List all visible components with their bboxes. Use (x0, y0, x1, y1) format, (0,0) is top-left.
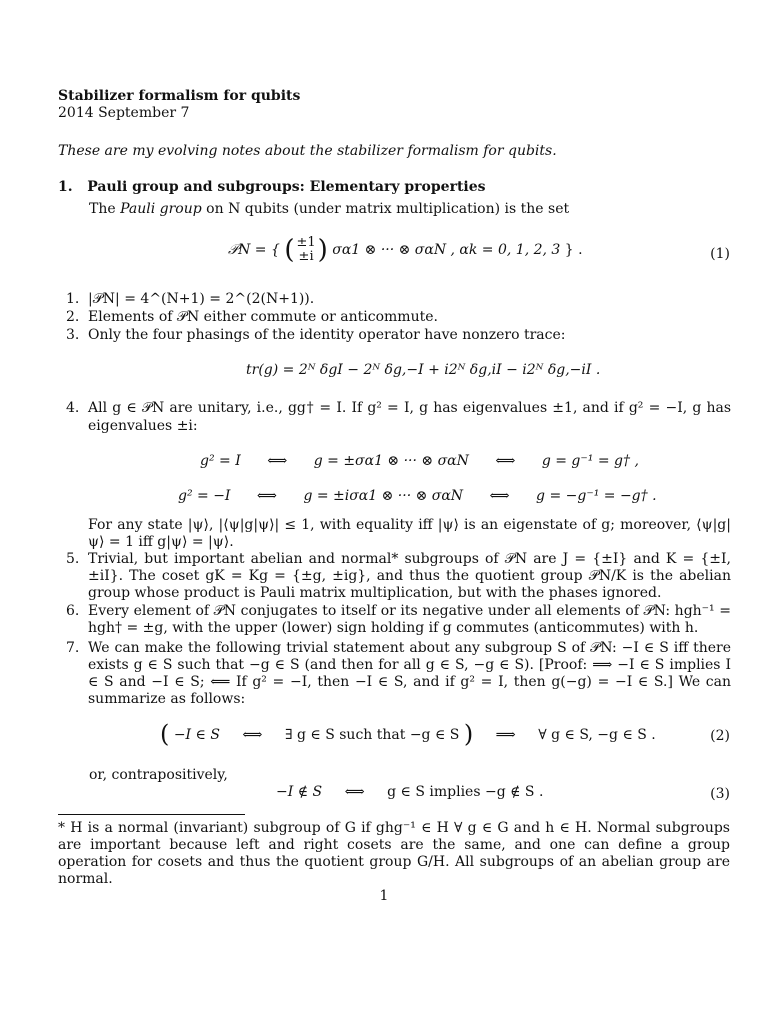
eq1-phase-stack (297, 236, 316, 264)
eq2-close-paren: ) (463, 720, 474, 748)
item-number: 5. (66, 551, 80, 567)
eq3-b: g ∈ S implies −g ∉ S . (387, 784, 544, 800)
list-item-4 (66, 399, 731, 435)
list-item-5 (66, 551, 731, 602)
iff-symbol: ⟺ (242, 727, 263, 743)
document-date: 2014 September 7 (58, 105, 190, 121)
iff-symbol: ⟺ (344, 784, 365, 800)
item-number: 7. (66, 640, 80, 656)
equation-number-1: (1) (710, 246, 730, 262)
item-text: Every element of 𝒫N conjugates to itself or its negative under all elements of 𝒫N: hgh⁻¹ = hgh† = ±g, with the upper (lower) sign holding if g commutes (anticommutes) with h. (88, 603, 731, 636)
item-text: We can make the following trivial statement about any subgroup S of 𝒫N: −I ∈ S iff there exists g ∈ S such that −g ∈ S (and then for all g ∈ S, −g ∈ S). [Proof: ⟹ −I ∈ S implies I ∈ S and −I ∈ S; ⟸ If g² = −I, then −I ∈ S, and if g² = I, then g(−g) = −I ∈ S.] We can summarize as follows: (88, 640, 731, 707)
eq-a: g² = −I (178, 488, 231, 504)
contrapositive-text: or, contrapositively, (89, 767, 228, 783)
item-number: 2. (66, 309, 80, 325)
eq-b: g = ±iσα1 ⊗ ··· ⊗ σαN (303, 488, 464, 504)
section-heading (58, 179, 486, 195)
iff-symbol: ⟺ (256, 488, 277, 504)
eq1-close: } . (564, 242, 583, 258)
iff-symbol: ⟺ (267, 453, 288, 469)
equation-2 (160, 720, 656, 748)
list-item-2 (66, 309, 731, 325)
item-text: All g ∈ 𝒫N are unitary, i.e., gg† = I. If g² = I, g has eigenvalues ±1, and if g² = −I, g has eigenvalues ±i: (88, 400, 731, 434)
section-title: Pauli group and subgroups: Elementary properties (87, 179, 486, 195)
item-text: Only the four phasings of the identity operator have nonzero trace: (88, 327, 566, 343)
section-number: 1. (58, 179, 73, 195)
lead-emphasis: Pauli group (120, 201, 202, 217)
eq1-stack-bot: ±i (298, 249, 314, 264)
equation-g2-positive (200, 453, 639, 469)
eq1-stack-top: ±1 (296, 235, 316, 250)
lead-post: on N qubits (under matrix multiplication) is the set (201, 201, 570, 217)
item-text: Trivial, but important abelian and normal* subgroups of 𝒫N are J = {±I} and K = {±I, ±iI}. The coset gK = Kg = {±g, ±ig}, and thus the quotient group 𝒫N/K is the abelian group whose product is Pauli matrix multiplication, but with the phases ignored. (88, 551, 731, 601)
eq2-a: −I ∈ S (173, 727, 220, 743)
eq1-lhs: 𝒫N = { (228, 242, 280, 258)
iff-symbol: ⟺ (495, 453, 516, 469)
eq3-a: −I ∉ S (276, 784, 323, 800)
page-number: 1 (379, 888, 389, 904)
item-number: 4. (66, 400, 80, 416)
equation-g2-negative (178, 488, 657, 504)
eq2-open-paren: ( (160, 720, 170, 748)
footnote-rule (58, 814, 245, 815)
footnote: * H is a normal (invariant) subgroup of G if ghg⁻¹ ∈ H ∀ g ∈ G and h ∈ H. Normal subgroups are important because left and right cosets are the same, and one can define a group operation for cosets and thus the quotient group G/H. All subgroups of an abelian group are normal. (58, 820, 730, 887)
list-item-4-continued (66, 517, 731, 551)
equation-number-3: (3) (710, 786, 730, 802)
eq2-b: ∃ g ∈ S such that −g ∈ S (284, 727, 460, 743)
list-item-7 (66, 640, 731, 708)
item-number: 1. (66, 291, 80, 307)
trace-equation: tr(g) = 2ᴺ δgI − 2ᴺ δg,−I + i2ᴺ δg,iI − i2ᴺ δg,−iI . (246, 362, 601, 378)
item-text: For any state |ψ⟩, |⟨ψ|g|ψ⟩| ≤ 1, with equality iff |ψ⟩ is an eigenstate of g; moreover, ⟨ψ|g|ψ⟩ = 1 iff g|ψ⟩ = |ψ⟩. (88, 517, 731, 550)
document-title: Stabilizer formalism for qubits (58, 88, 301, 104)
lead-pre: The (89, 201, 121, 217)
eq-c: g = g⁻¹ = g† , (541, 453, 639, 469)
item-number: 3. (66, 327, 80, 343)
item-number: 6. (66, 603, 80, 619)
item-text: |𝒫N| = 4^(N+1) = 2^(2(N+1)). (88, 291, 315, 307)
item-text: Elements of 𝒫N either commute or anticommute. (88, 309, 438, 325)
section-lead (89, 201, 569, 217)
list-item-3 (66, 327, 731, 343)
eq2-c: ∀ g ∈ S, −g ∈ S . (538, 727, 656, 743)
intro-text: These are my evolving notes about the stabilizer formalism for qubits. (58, 143, 557, 159)
eq-a: g² = I (200, 453, 241, 469)
equation-number-2: (2) (710, 728, 730, 744)
equation-1: 𝒫N = { ( ±1 ±i ) σα1 ⊗ ··· ⊗ σαN , αk = 0, 1, 2, 3 } . (228, 235, 583, 265)
implies-symbol: ⟹ (495, 727, 516, 743)
list-item-1 (66, 291, 731, 307)
iff-symbol: ⟺ (489, 488, 510, 504)
eq1-rhs: σα1 ⊗ ··· ⊗ σαN , αk = 0, 1, 2, 3 (332, 242, 561, 258)
eq-b: g = ±σα1 ⊗ ··· ⊗ σαN (313, 453, 469, 469)
eq-c: g = −g⁻¹ = −g† . (536, 488, 657, 504)
list-item-6 (66, 603, 731, 637)
equation-3 (276, 784, 543, 800)
